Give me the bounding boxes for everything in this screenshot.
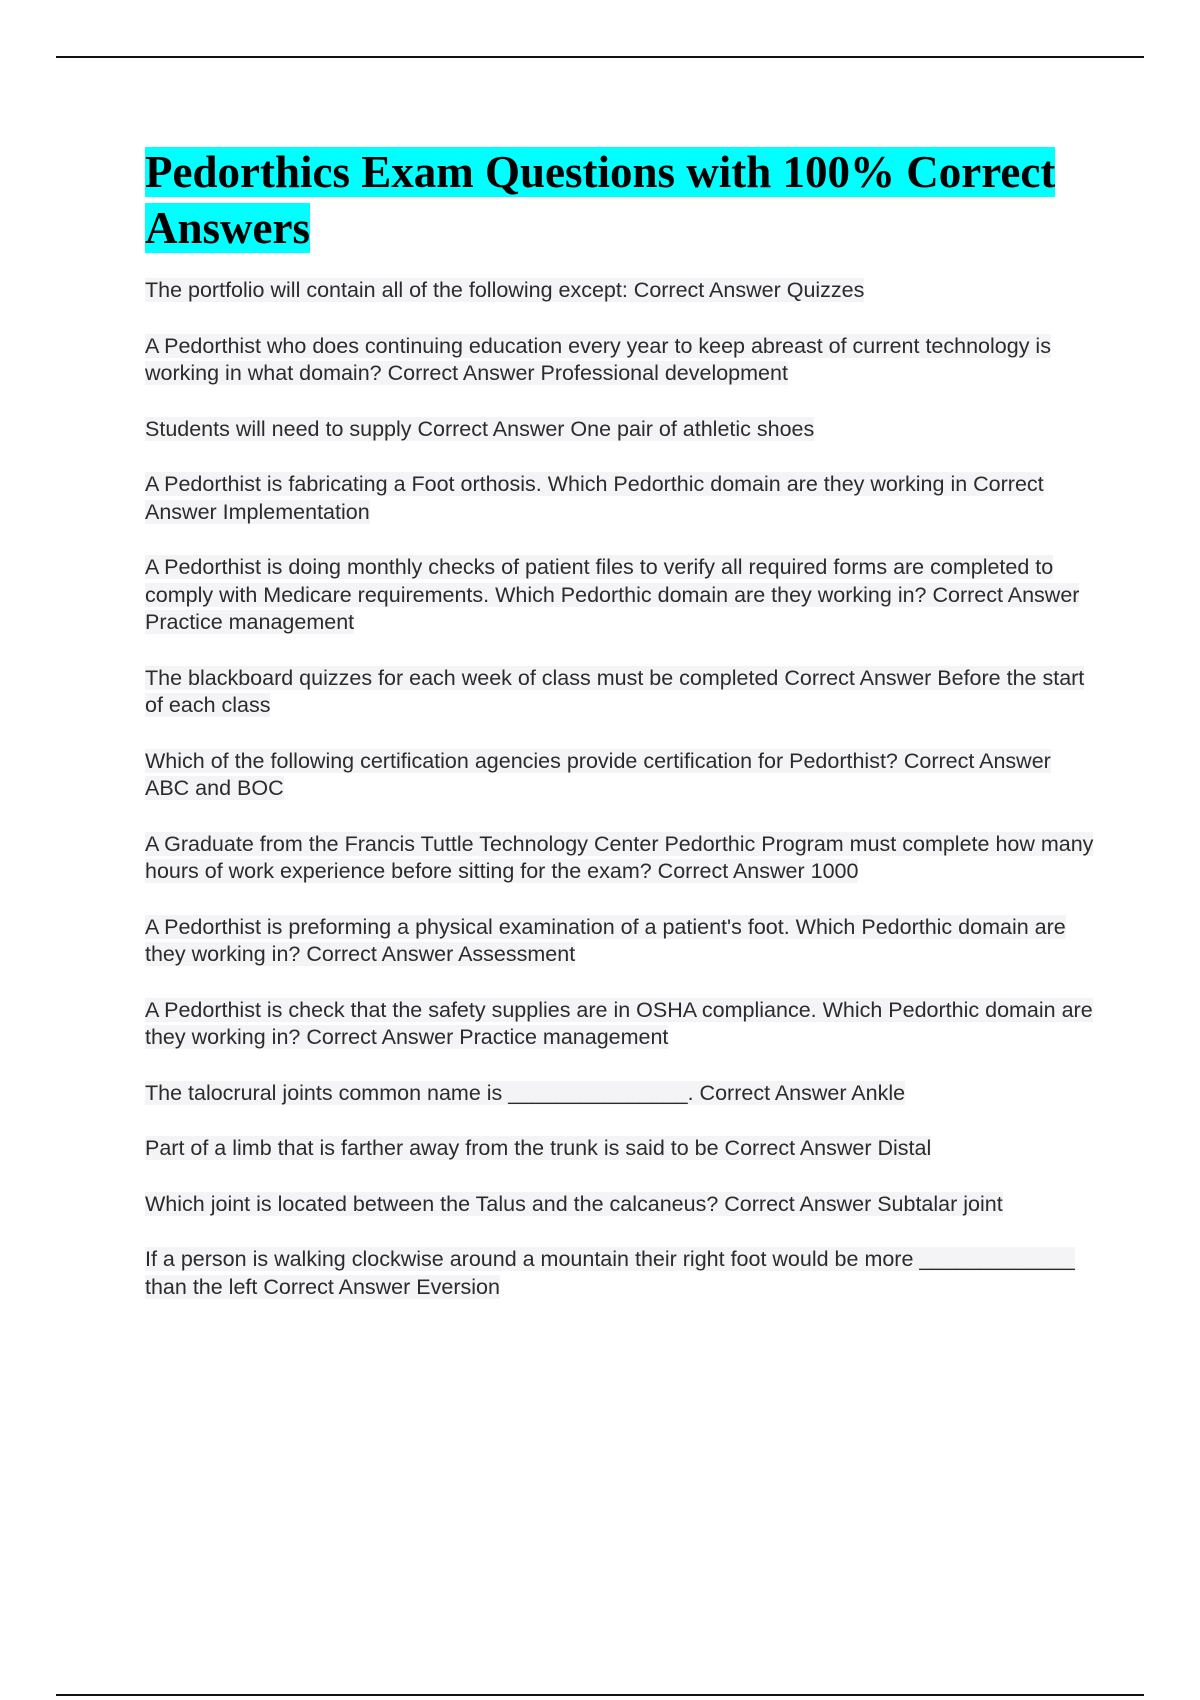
document-title-text: Pedorthics Exam Questions with 100% Correct Answers [145, 147, 1056, 253]
question-text: Which of the following certification agencies provide certification for Pedorthist? Correct Answer ABC and BOC [145, 748, 1051, 800]
question-text: A Pedorthist is check that the safety supplies are in OSHA compliance. Which Pedorthic domain are they working in? Correct Answer Practice management [145, 997, 1093, 1049]
question-item [145, 1191, 1095, 1219]
question-item [145, 997, 1095, 1052]
question-text: A Pedorthist is fabricating a Foot orthosis. Which Pedorthic domain are they working in Correct Answer Implementation [145, 472, 1044, 524]
question-text: The talocrural joints common name is _______________. Correct Answer Ankle [145, 1080, 906, 1105]
question-item [145, 665, 1095, 720]
question-text: A Graduate from the Francis Tuttle Technology Center Pedorthic Program must complete how many hours of work experience before sitting for the exam? Correct Answer 1000 [145, 831, 1094, 883]
question-item [145, 416, 1095, 444]
document-body [145, 144, 1095, 1329]
question-text: A Pedorthist is preforming a physical examination of a patient's foot. Which Pedorthic domain are they working in? Correct Answer Assessment [145, 914, 1066, 966]
question-item [145, 748, 1095, 803]
question-text: Students will need to supply Correct Answer One pair of athletic shoes [145, 416, 815, 441]
footer-rule [56, 1694, 1144, 1696]
question-item [145, 554, 1095, 637]
question-item [145, 471, 1095, 526]
question-item [145, 914, 1095, 969]
question-item [145, 1080, 1095, 1108]
question-item [145, 831, 1095, 886]
question-text: A Pedorthist is doing monthly checks of patient files to verify all required forms are completed to comply with Medicare requirements. Which Pedorthic domain are they working in? Correct Answer Practice management [145, 555, 1080, 634]
header-rule [56, 56, 1144, 58]
question-text: If a person is walking clockwise around a mountain their right foot would be more _____________ than the left Correct Answer Eversion [145, 1247, 1075, 1299]
question-item [145, 1246, 1095, 1301]
document-title [145, 144, 1095, 256]
question-text: The portfolio will contain all of the following except: Correct Answer Quizzes [145, 278, 865, 302]
question-text: The blackboard quizzes for each week of class must be completed Correct Answer Before the start of each class [145, 665, 1085, 717]
question-item [145, 1135, 1095, 1163]
question-item [145, 333, 1095, 388]
question-list [145, 277, 1095, 1301]
question-text: A Pedorthist who does continuing education every year to keep abreast of current technology is working in what domain? Correct Answer Professional development [145, 333, 1051, 385]
question-item [145, 277, 1095, 305]
question-text: Which joint is located between the Talus and the calcaneus? Correct Answer Subtalar joint [145, 1191, 1003, 1216]
question-text: Part of a limb that is farther away from the trunk is said to be Correct Answer Distal [145, 1136, 932, 1160]
